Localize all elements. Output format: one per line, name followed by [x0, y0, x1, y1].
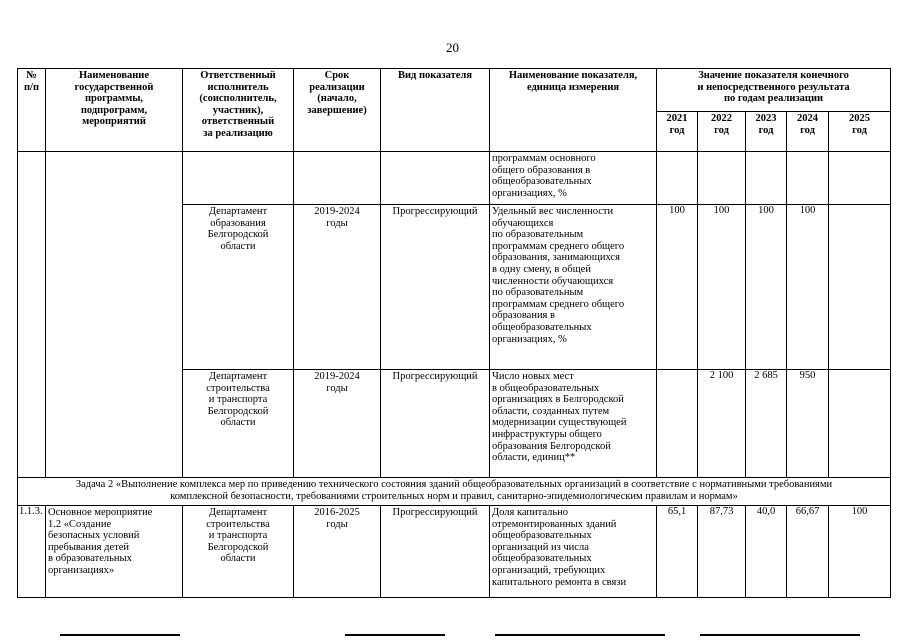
cell-value-2025: 100: [829, 506, 891, 598]
cell-value-2024: 950: [787, 370, 829, 478]
table-row: [18, 506, 891, 598]
cell-term: [294, 152, 381, 205]
task2-text: Задача 2 «Выполнение комплекса мер по приведению технического состояния зданий общеобразовательных организаций в соответствие с нормативными требованиями комплексной безопасности, требованиями строительных норм и правил, санитарно-эпидемиологическим правилам и нормам»: [18, 478, 891, 506]
cell-indicator-name: Доля капитально отремонтированных зданий общеобразовательных организаций из числа общеобразовательных организаций, требующих капитального ремонта в связи: [490, 506, 657, 598]
cell-indicator-type: Прогрессирующий: [381, 370, 490, 478]
header-values-group: Значение показателя конечного и непосредственного результата по годам реализации: [657, 69, 891, 112]
cell-indicator-name: программам основного общего образования в общеобразовательных организациях, %: [490, 152, 657, 205]
header-year-2025: 2025 год: [829, 112, 891, 152]
cell-value-2023: 100: [746, 205, 787, 370]
cell-program: [46, 152, 183, 478]
page-number: 20: [446, 40, 459, 55]
program-indicators-table: [17, 68, 891, 598]
cell-value: [698, 152, 746, 205]
cell-term: 2016-2025 годы: [294, 506, 381, 598]
cell-value-2024: 100: [787, 205, 829, 370]
header-year-2023: 2023 год: [746, 112, 787, 152]
cell-indicator-type: Прогрессирующий: [381, 205, 490, 370]
header-program: Наименование государственной программы, подпрограмм, мероприятий: [46, 69, 183, 152]
header-indicator-type: Вид показателя: [381, 69, 490, 152]
cell-term: 2019-2024 годы: [294, 370, 381, 478]
header-num: № п/п: [18, 69, 46, 152]
cell-num: [18, 152, 46, 478]
header-executor: Ответственный исполнитель (соисполнитель, участник), ответственный за реализацию: [183, 69, 294, 152]
cell-value: [787, 152, 829, 205]
cell-value-2022: 100: [698, 205, 746, 370]
cell-value-2025: [829, 205, 891, 370]
cell-value-2023: 40,0: [746, 506, 787, 598]
cell-executor: [183, 152, 294, 205]
cell-value: [829, 152, 891, 205]
cell-value-2021: 100: [657, 205, 698, 370]
scan-edge-mark: [495, 634, 665, 636]
cell-value: [746, 152, 787, 205]
cell-program: Основное мероприятие 1.2 «Создание безопасных условий пребывания детей в образовательных организациях»: [46, 506, 183, 598]
scan-edge-mark: [700, 634, 860, 636]
cell-value-2022: 87,73: [698, 506, 746, 598]
header-year-2022: 2022 год: [698, 112, 746, 152]
cell-indicator-name: Число новых мест в общеобразовательных организациях в Белгородской области, созданных путем модернизации существующей инфраструктуры общего образования Белгородской области, единиц**: [490, 370, 657, 478]
header-term: Срок реализации (начало, завершение): [294, 69, 381, 152]
header-row: [18, 69, 891, 112]
cell-executor: Департамент строительства и транспорта Белгородской области: [183, 506, 294, 598]
task-row: [18, 478, 891, 506]
scan-edge-mark: [345, 634, 445, 636]
cell-value: [657, 152, 698, 205]
table-row: [18, 152, 891, 205]
scan-edge-mark: [60, 634, 180, 636]
header-indicator-name: Наименование показателя, единица измерения: [490, 69, 657, 152]
cell-value-2023: 2 685: [746, 370, 787, 478]
cell-value-2021: [657, 370, 698, 478]
header-year-2021: 2021 год: [657, 112, 698, 152]
cell-indicator-type: [381, 152, 490, 205]
header-year-2024: 2024 год: [787, 112, 829, 152]
cell-value-2021: 65,1: [657, 506, 698, 598]
cell-value-2022: 2 100: [698, 370, 746, 478]
cell-value-2025: [829, 370, 891, 478]
cell-executor: Департамент образования Белгородской области: [183, 205, 294, 370]
cell-indicator-type: Прогрессирующий: [381, 506, 490, 598]
cell-executor: Департамент строительства и транспорта Белгородской области: [183, 370, 294, 478]
cell-value-2024: 66,67: [787, 506, 829, 598]
cell-indicator-name: Удельный вес численности обучающихся по образовательным программам среднего общего образования, занимающихся в одну смену, в общей численности обучающихся по образовательным программам среднего общего образования в общеобразовательных организациях, %: [490, 205, 657, 370]
cell-term: 2019-2024 годы: [294, 205, 381, 370]
cell-num: 1.1.3.: [18, 506, 46, 598]
